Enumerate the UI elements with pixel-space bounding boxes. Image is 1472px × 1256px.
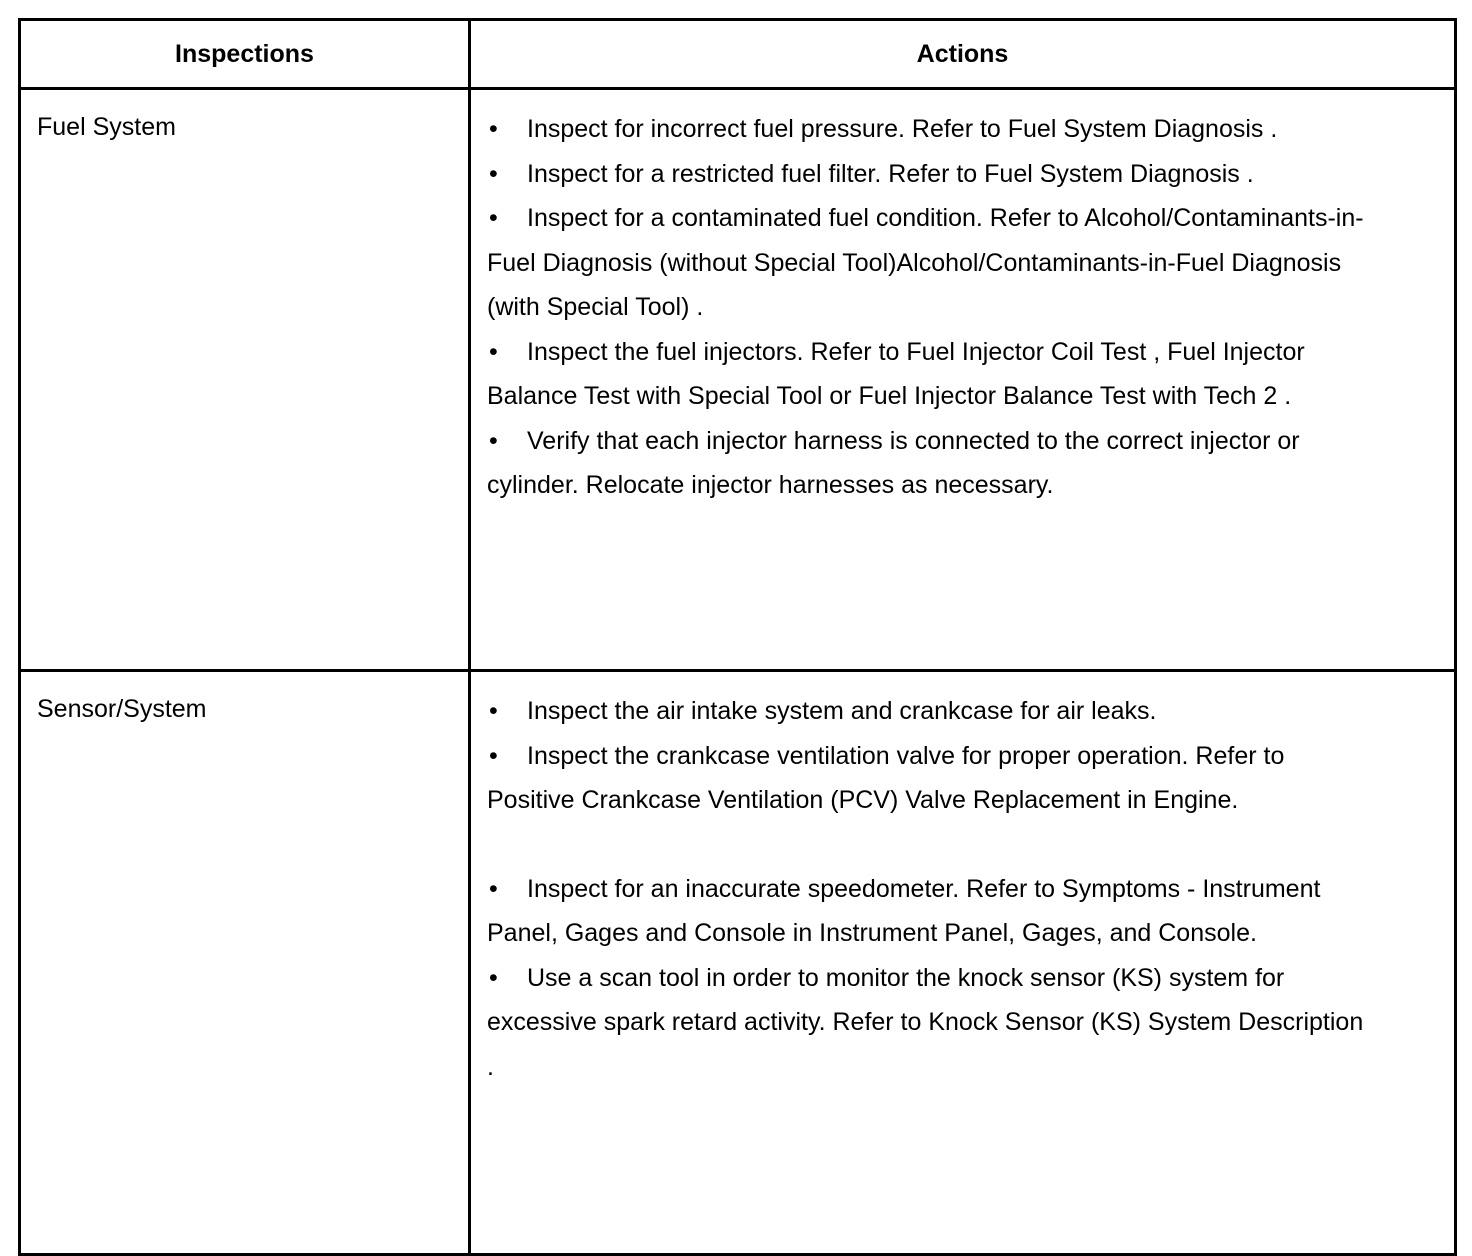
action-item <box>487 867 1377 956</box>
bullet-icon: • <box>489 337 498 366</box>
action-text: Use a scan tool in order to monitor the knock sensor (KS) system for excessive spark retard activity. Refer to Knock Sensor (KS) System Description . <box>487 963 1364 1081</box>
action-item <box>487 330 1377 419</box>
bullet-icon: • <box>489 115 498 143</box>
action-text: Inspect the air intake system and crankcase for air leaks. <box>527 697 1157 725</box>
action-list <box>487 689 1377 1089</box>
table-row-sensor-system <box>20 671 1456 1255</box>
action-text: Inspect the fuel injectors. Refer to Fuel Injector Coil Test , Fuel Injector Balance Test with Special Tool or Fuel Injector Balance Test with Tech 2 . <box>487 337 1305 410</box>
action-item <box>487 419 1377 508</box>
actions-cell <box>470 89 1456 671</box>
action-item <box>487 956 1377 1090</box>
action-text: Verify that each injector harness is connected to the correct injector or cylinder. Relocate injector harnesses as necessary. <box>487 426 1300 499</box>
table-header-row <box>20 20 1456 89</box>
action-item <box>487 107 1377 152</box>
action-text: Inspect for incorrect fuel pressure. Refer to Fuel System Diagnosis . <box>527 115 1278 143</box>
inspection-cell: Fuel System <box>20 89 470 671</box>
bullet-icon: • <box>489 426 498 455</box>
action-list <box>487 107 1377 508</box>
table-row-fuel-system <box>20 89 1456 671</box>
action-text: Inspect for a restricted fuel filter. Refer to Fuel System Diagnosis . <box>527 159 1254 188</box>
bullet-icon: • <box>489 963 498 992</box>
action-item <box>487 152 1377 197</box>
header-inspections: Inspections <box>20 20 470 89</box>
bullet-icon: • <box>489 874 498 903</box>
action-item <box>487 734 1377 823</box>
inspections-table <box>18 18 1457 1256</box>
bullet-icon: • <box>489 741 498 770</box>
actions-cell <box>470 671 1456 1255</box>
action-text: Inspect for an inaccurate speedometer. Refer to Symptoms - Instrument Panel, Gages and Console in Instrument Panel, Gages, and Console. <box>487 874 1321 947</box>
action-text: Inspect the crankcase ventilation valve for proper operation. Refer to Positive Crankcase Ventilation (PCV) Valve Replacement in Engine. <box>487 741 1285 814</box>
action-item <box>487 689 1377 734</box>
inspection-cell: Sensor/System <box>20 671 470 1255</box>
action-item <box>487 196 1377 330</box>
bullet-icon: • <box>489 697 498 725</box>
header-actions: Actions <box>470 20 1456 89</box>
bullet-icon: • <box>489 159 498 188</box>
bullet-icon: • <box>489 204 498 232</box>
action-text: Inspect for a contaminated fuel condition. Refer to Alcohol/Contaminants-in-Fuel Diagnosis (without Special Tool)Alcohol/Contaminants-in-Fuel Diagnosis (with Special Tool) . <box>487 204 1364 321</box>
